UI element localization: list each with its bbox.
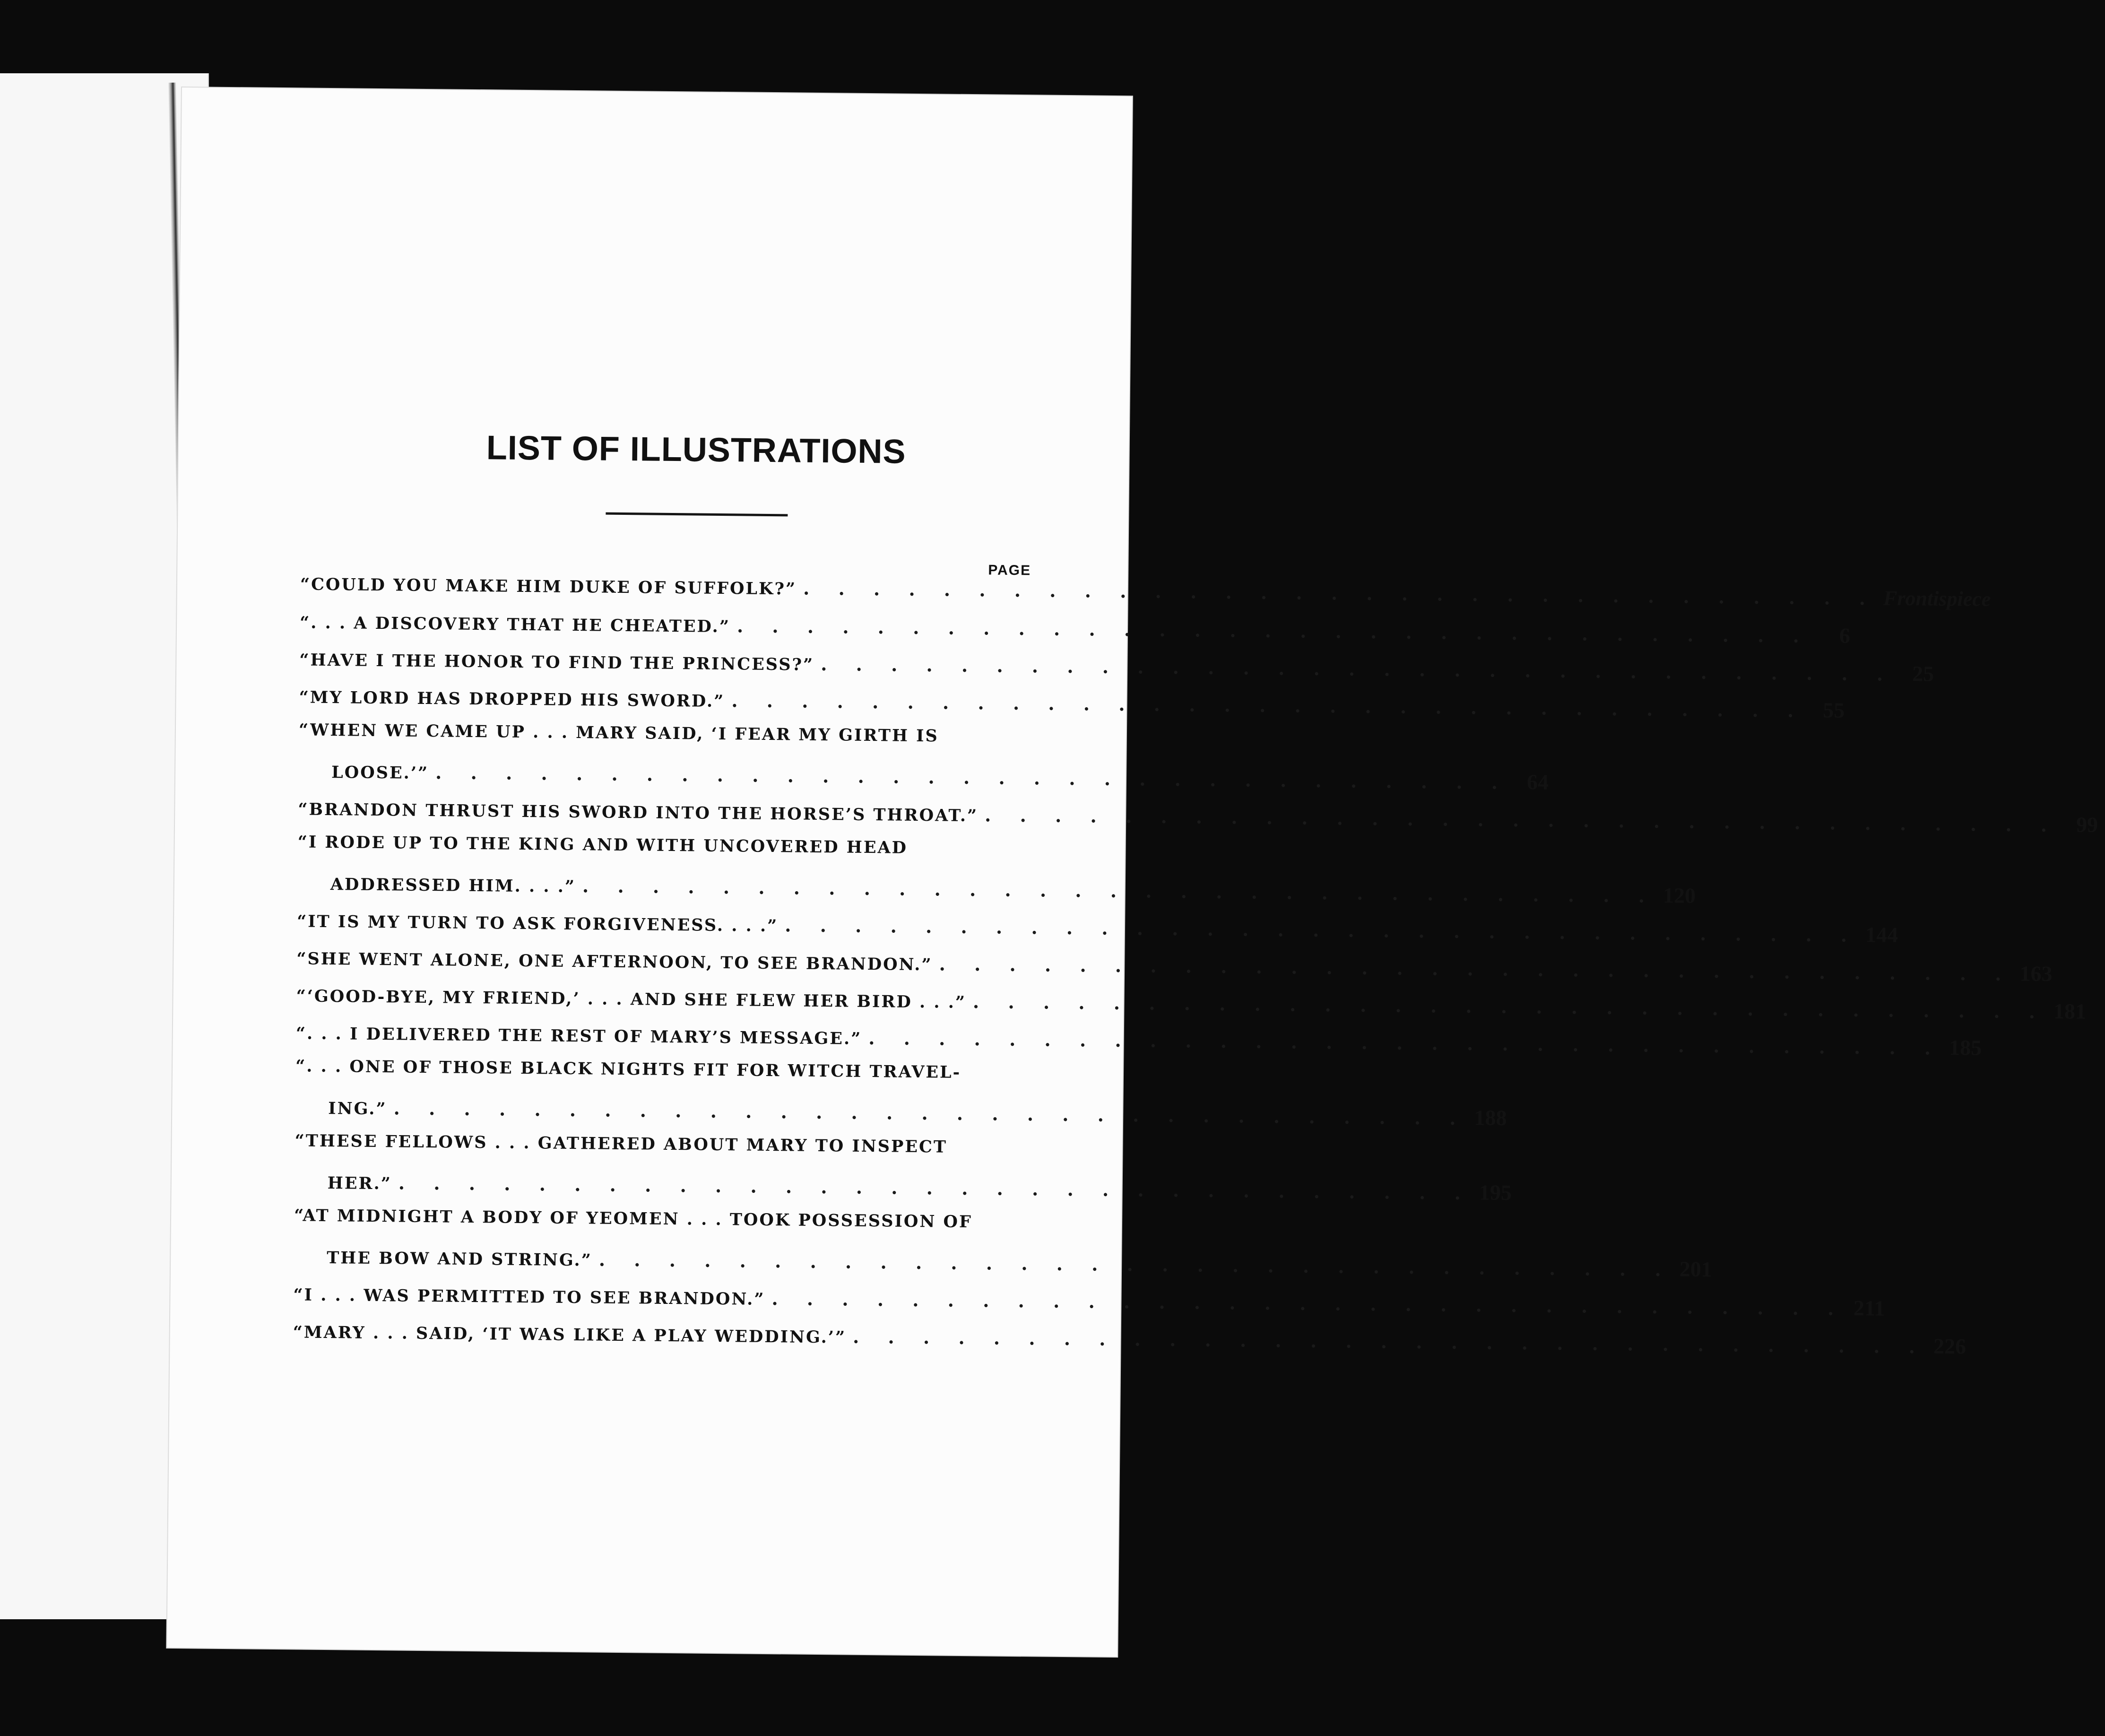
caption-text: “MARY . . . SAID, ‘IT WAS LIKE A PLAY WEDDING.’” xyxy=(293,1322,847,1347)
illustration-entry xyxy=(294,1131,1512,1214)
caption-text: “IT IS MY TURN TO ASK FORGIVENESS. . . .” xyxy=(296,911,779,936)
line-spacer xyxy=(939,741,1121,743)
leader-dots: . . . . . . . . . . . . . . . . . . . . . . . . . . . . . . . xyxy=(984,804,2059,836)
leader-dots: . . . . . . . . . . . . . . . . . . . . . . . . . . . . . . . xyxy=(972,991,2047,1023)
page-number: 25 xyxy=(1912,661,1934,686)
illustrations-page xyxy=(167,87,2098,1657)
caption-text: “. . . ONE OF THOSE BLACK NIGHTS FIT FOR WITCH TRAVEL- xyxy=(295,1056,962,1082)
page-number: 226 xyxy=(1933,1334,1966,1359)
line-spacer xyxy=(908,853,1120,855)
illustration-entry xyxy=(298,720,1549,803)
page-number: 181 xyxy=(2053,999,2087,1024)
page-number: Frontispiece xyxy=(1883,586,1991,611)
caption-text: “I . . . WAS PERMITTED TO SEE BRANDON.” xyxy=(293,1285,765,1309)
caption-text: “AT MIDNIGHT A BODY OF YEOMEN . . . TOOK POSSESSION OF xyxy=(294,1206,973,1232)
leader-dots: . . . . . . . . . . . . . . . . . . . . . . . . . . . . . . . xyxy=(598,1249,1672,1281)
leader-dots: . . . . . . . . . . . . . . . . . . . . . . . . . . . . . . . xyxy=(852,1326,1927,1358)
illustration-entry xyxy=(297,832,1696,915)
caption-text: “. . . A DISCOVERY THAT HE CHEATED.” xyxy=(299,613,731,637)
leader-dots: . . . . . . . . . . . . . . . . . . . . . . . . . . . . . . . xyxy=(771,1288,1845,1319)
page-title: LIST OF ILLUSTRATIONS xyxy=(486,429,906,471)
page-number: 144 xyxy=(1865,922,1898,947)
illustration-entry xyxy=(293,1318,1966,1363)
page-column-label: PAGE xyxy=(988,562,1031,579)
caption-text: HER.” xyxy=(327,1173,392,1194)
caption-text: ADDRESSED HIM. . . .” xyxy=(330,875,576,897)
entry-caption-line xyxy=(293,1318,1966,1363)
leader-dots: . . . . . . . . . . . . . . . . . . . . . . . . . . . . . . . xyxy=(939,953,2013,985)
illustration-entry xyxy=(295,1056,1507,1139)
caption-text: “THESE FELLOWS . . . GATHERED ABOUT MARY TO INSPECT xyxy=(295,1131,948,1157)
page-number: 185 xyxy=(1949,1035,1982,1060)
leader-dots: . . . . . . . . . . . . . . . . . . . . . . . . . . . . . . . xyxy=(393,1097,1467,1129)
caption-text: LOOSE.’” xyxy=(331,763,429,783)
page-number: 188 xyxy=(1474,1105,1507,1130)
caption-text: “I RODE UP TO THE KING AND WITH UNCOVERED HEAD xyxy=(297,832,908,858)
leader-dots: . . . . . . . . . . . . . . . . . . . . . . . . . . . . . . . xyxy=(435,762,1509,794)
page-number: 201 xyxy=(1679,1257,1713,1282)
page-number: 6 xyxy=(1839,623,1851,648)
page-number: 64 xyxy=(1526,770,1549,794)
illustrations-list xyxy=(293,571,2098,1363)
page-number: 211 xyxy=(1853,1296,1885,1320)
caption-text: “COULD YOU MAKE HIM DUKE OF SUFFOLK?” xyxy=(300,574,797,599)
caption-text: “SHE WENT ALONE, ONE AFTERNOON, TO SEE BRANDON.” xyxy=(296,949,933,975)
line-spacer xyxy=(961,1078,1118,1079)
page-number: 163 xyxy=(2019,961,2053,986)
leader-dots: . . . . . . . . . . . . . . . . . . . . . . . . . . . . . . . xyxy=(820,653,1895,685)
page-number: 99 xyxy=(2076,812,2098,837)
caption-text: “WHEN WE CAME UP . . . MARY SAID, ‘I FEAR MY GIRTH IS xyxy=(298,720,939,746)
illustration-entry xyxy=(294,1206,1713,1288)
page-number: 195 xyxy=(1479,1180,1512,1205)
leader-dots: . . . . . . . . . . . . . . . . . . . . . . . . . . . . . . . xyxy=(803,577,1877,609)
leader-dots: . . . . . . . . . . . . . . . . . . . . . . . . . . . . . . . xyxy=(731,690,1805,722)
leader-dots: . . . . . . . . . . . . . . . . . . . . . . . . . . . . . . . xyxy=(582,875,1656,907)
leader-dots: . . . . . . . . . . . . . . . . . . . . . . . . . . . . . . . xyxy=(868,1027,1942,1059)
leader-dots: . . . . . . . . . . . . . . . . . . . . . . . . . . . . . . . xyxy=(785,914,1859,946)
caption-text: “HAVE I THE HONOR TO FIND THE PRINCESS?” xyxy=(299,650,814,675)
page-number: 55 xyxy=(1822,698,1845,722)
page-number: 120 xyxy=(1663,883,1696,908)
leader-dots: . . . . . . . . . . . . . . . . . . . . . . . . . . . . . . . xyxy=(736,615,1811,647)
caption-text: THE BOW AND STRING.” xyxy=(327,1248,593,1270)
caption-text: ING.” xyxy=(328,1099,387,1119)
caption-text: “‘GOOD-BYE, MY FRIEND,’ . . . AND SHE FLEW HER BIRD . . .” xyxy=(296,986,967,1013)
caption-text: “BRANDON THRUST HIS SWORD INTO THE HORSE’S THROAT.” xyxy=(298,799,979,826)
line-spacer xyxy=(972,1227,1117,1229)
caption-text: “. . . I DELIVERED THE REST OF MARY’S MESSAGE.” xyxy=(295,1024,862,1049)
leader-dots: . . . . . . . . . . . . . . . . . . . . . . . . . . . . . . . xyxy=(398,1172,1473,1204)
caption-text: “MY LORD HAS DROPPED HIS SWORD.” xyxy=(299,687,725,712)
line-spacer xyxy=(947,1153,1117,1154)
title-rule xyxy=(606,512,788,517)
